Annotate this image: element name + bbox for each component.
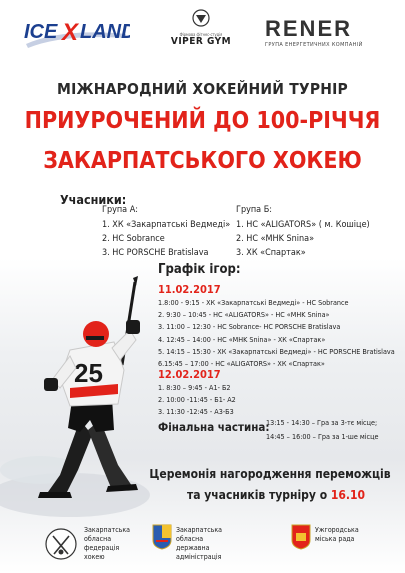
org2-line-2: державна адміністрація	[176, 544, 222, 561]
group-b	[236, 203, 370, 260]
day2-game-3: 3. 11:30 -12:45 - А3-Б3	[158, 407, 234, 417]
ceremony-time: 16.10	[330, 488, 366, 502]
rener-logo	[265, 18, 385, 54]
viper-name: VIPER GYM	[170, 36, 232, 47]
team-b2: 2. НС «MHK Snina»	[236, 234, 315, 244]
day1-game-4: 4. 12:45 – 14:00 - НС «MHK Snina» - ХК «Спартак»	[158, 334, 326, 344]
org2-line-1: Закарпатська обласна	[176, 526, 223, 543]
org1-line-2: обласна	[84, 535, 112, 543]
schedule-title: Графік ігор:	[158, 262, 241, 277]
group-b-title: Група Б:	[236, 205, 272, 215]
team-a1: 1. ХК «Закарпатські Ведмеді»	[102, 220, 231, 230]
title-line-2: ПРИУРОЧЕНИЙ ДО 100-РІЧЧЯ	[24, 108, 381, 134]
svg-text:25: 25	[74, 358, 103, 388]
ceremony-line-2	[136, 488, 405, 502]
org1-line-1: Закарпатська	[84, 526, 131, 534]
final-game-2: 14:45 – 16:00 – Гра за 1-ше місце	[266, 432, 379, 441]
team-a2: 2. HC Sobrance	[102, 234, 165, 244]
day1-game-3: 3. 11:00 – 12:30 - HC Sobrance- HC PORSCHE Bratislava	[158, 322, 341, 332]
group-a-title: Група А:	[102, 205, 138, 215]
final-games	[266, 416, 378, 444]
day1-game-6: 6.15:45 – 17:00 - НС «ALIGATORS» - ХК «Спартак»	[158, 359, 325, 369]
iceland-logo	[22, 14, 130, 54]
group-a	[102, 203, 230, 260]
day2-game-2: 2. 10:00 -11:45 - Б1- А2	[158, 395, 236, 405]
viper-tagline: Фірмова фітнес-студія	[179, 32, 223, 37]
viper-emblem-icon	[170, 8, 232, 28]
day1-game-2: 2. 9:30 – 10:45 - НС «ALIGATORS» - НС «MHK Snina»	[158, 310, 330, 320]
day1-date: 11.02.2017	[158, 283, 221, 296]
viper-gym-logo	[170, 8, 232, 56]
org1-line-3: федерація хокею	[84, 544, 120, 561]
day1-games	[158, 297, 395, 370]
ceremony-prefix: та учасників турніру о	[186, 488, 328, 502]
city-coat-of-arms-icon	[291, 524, 311, 550]
hockey-federation-emblem-icon	[44, 524, 78, 564]
ceremony-line-1: Церемонія нагородження переможців	[149, 467, 391, 481]
team-b3: 3. ХК «Спартак»	[236, 248, 306, 258]
org3-line-1: Ужгородська	[315, 526, 359, 534]
day2-game-1: 1. 8:30 – 9:45 - А1- Б2	[158, 383, 231, 392]
title-line-1: МІЖНАРОДНИЙ ХОКЕЙНИЙ ТУРНІР	[57, 80, 348, 98]
final-game-1: 13:15 - 14:30 – Гра за 3-тє місце;	[266, 418, 378, 427]
final-title: Фінальна частина:	[158, 420, 270, 434]
svg-text:X: X	[62, 19, 79, 46]
participants-label: Учасники:	[60, 192, 127, 207]
title-line-3: ЗАКАРПАТСЬКОГО ХОКЕЮ	[43, 148, 362, 174]
rener-subtitle: ГРУПА ЕНЕРГЕТИЧНИХ КОМПАНІЙ	[265, 42, 363, 48]
day1-game-1: 1.8:00 - 9:15 - ХК «Закарпатські Ведмеді» - HC Sobrance	[158, 298, 349, 307]
day2-date: 12.02.2017	[158, 368, 221, 381]
team-b1: 1. НС «ALIGATORS» ( м. Кошіце)	[236, 220, 370, 230]
rener-wordmark: RENER	[265, 16, 353, 41]
regional-coat-of-arms-icon	[152, 524, 172, 550]
team-a3: 3. HC PORSCHE Bratislava	[102, 248, 209, 258]
day1-game-5: 5. 14:15 – 15:30 - ХК «Закарпатські Ведмеді» - HC PORSCHE Bratislava	[158, 346, 395, 356]
day2-games	[158, 382, 236, 419]
svg-text:LAND: LAND	[80, 21, 130, 43]
svg-text:ICE: ICE	[24, 21, 58, 43]
org3-line-2: міська рада	[315, 535, 355, 543]
